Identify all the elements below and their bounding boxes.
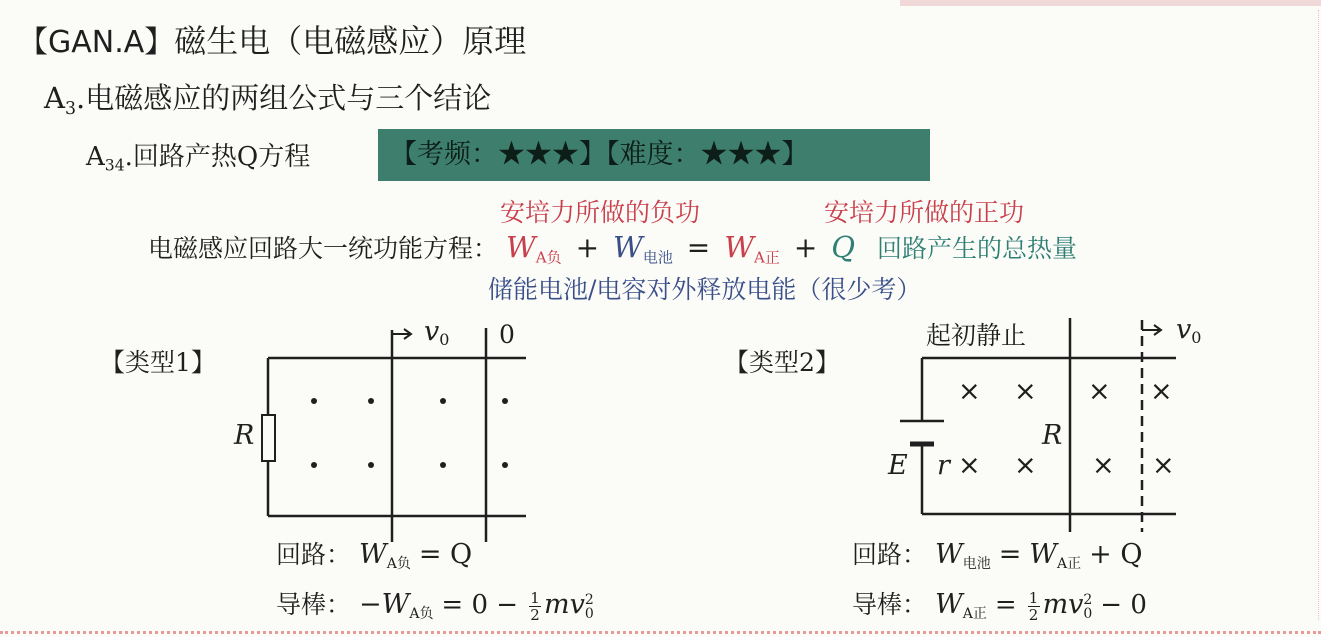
field-dot [311,398,317,404]
type2-initially-rest: 起初静止 [926,321,1027,350]
section-prefix: A [44,81,65,115]
equation-label: 电磁感应回路大一统功能方程： [148,234,499,263]
page-edge-bottom [0,631,1321,634]
q-term: Q [831,230,856,264]
type1-label: 【类型1】 [100,348,216,377]
type1-rod-equation: 导棒： −WA负 = 0 − $\frac{1}{2}$ mv 2 0 [276,589,594,624]
chapter-heading [18,16,526,62]
type2-label: 【类型2】 [724,348,840,377]
field-cross: × [1150,376,1173,407]
type1-loop-equation: 回路： WA负 = Q [276,539,473,572]
field-cross: × [958,450,981,481]
equals-sign: = [686,231,711,264]
plus-sign-2: + [793,231,818,264]
field-cross: × [1092,450,1115,481]
frequency-difficulty-badge: 【考频：★★★】【难度：★★★】 [378,129,930,181]
page-edge-right [1317,10,1319,620]
top-frame [0,0,1321,10]
negative-work-note: 安培力所做的负功 [500,198,701,227]
type2-resistor-label: R [1042,420,1063,451]
chapter-code: 【GAN.A】 [18,25,175,60]
topic-prefix: A [86,142,105,172]
topic-sub: 34 [104,156,125,175]
field-cross: × [1014,376,1037,407]
section-title: .电磁感应的两组公式与三个结论 [76,81,492,115]
w-positive-term: $W_{A正}$ [724,230,780,267]
type2-velocity-label: v0 [1176,314,1202,347]
field-dot [502,462,508,468]
positive-work-note: 安培力所做的正功 [824,198,1025,227]
topic-heading [86,136,310,174]
battery-note: 储能电池/电容对外释放电能（很少考） [488,275,922,304]
field-dot [368,462,374,468]
field-cross: × [958,376,981,407]
field-dot [440,462,446,468]
type2-loop-equation: 回路： W电池 = WA正 + Q [852,539,1143,572]
unified-energy-equation [148,229,1077,267]
chapter-title: 磁生电（电磁感应）原理 [174,22,527,60]
field-dot [368,398,374,404]
section-heading [44,76,491,119]
w-battery-term: $W_{电池}$ [613,230,673,267]
field-cross: × [1088,376,1111,407]
field-dot [502,398,508,404]
section-sub: 3 [64,99,77,120]
w-negative-term: $W_{A负}$ [505,230,562,267]
type2-rod-equation: 导棒： WA正 = $\frac{1}{2}$ mv 2 0 − 0 [852,589,1147,624]
topic-title: .回路产热Q方程 [124,142,311,172]
field-dot [311,462,317,468]
field-dot [440,398,446,404]
total-heat-note: 回路产生的总热量 [876,234,1077,263]
type1-velocity-label: v0 [424,316,450,349]
field-cross: × [1014,450,1037,481]
battery-emf-label: E [888,450,908,481]
plus-sign: + [575,231,600,264]
type1-zero-label: 0 [499,320,515,349]
type1-resistor-label: R [234,420,255,451]
internal-resistance-label: r [937,450,950,481]
type1-circuit [230,320,540,542]
field-cross: × [1152,450,1175,481]
